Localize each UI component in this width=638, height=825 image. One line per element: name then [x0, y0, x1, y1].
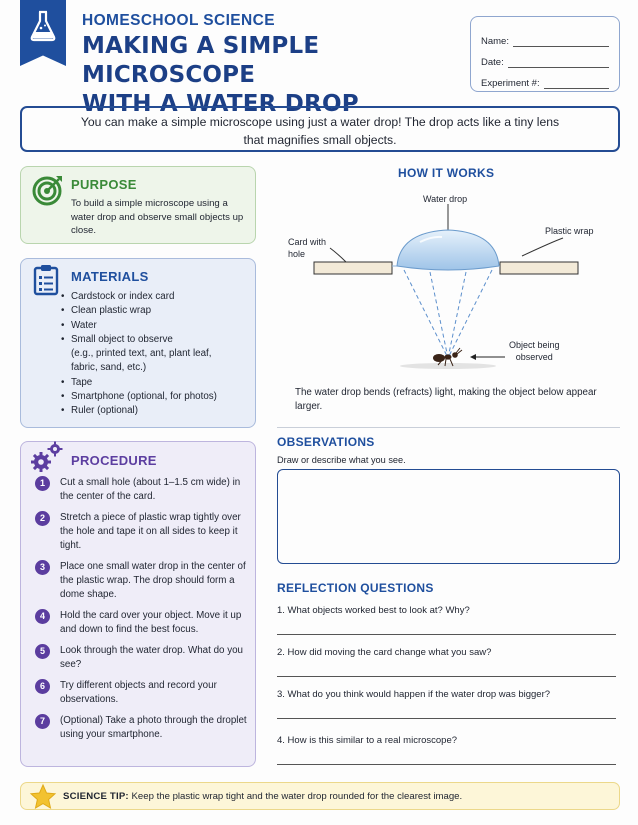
procedure-step [35, 644, 249, 672]
intro-line-2: that magnifies small objects. [243, 133, 397, 147]
observations-subtitle: Draw or describe what you see. [277, 455, 406, 465]
step-number: 6 [35, 679, 50, 694]
material-item: • Cardstock or index card [61, 290, 217, 304]
step-text: (Optional) Take a photo through the droplet using your smartphone. [60, 715, 247, 740]
materials-list [61, 290, 217, 419]
gears-icon [29, 440, 65, 474]
step-number: 3 [35, 560, 50, 575]
step-number: 7 [35, 714, 50, 729]
header-kicker: HOMESCHOOL SCIENCE [82, 12, 275, 29]
procedure-steps [35, 476, 249, 749]
experiment-row [481, 68, 609, 89]
step-number: 4 [35, 609, 50, 624]
card-pointer [330, 248, 346, 262]
intro-line-1: You can make a simple microscope using just a water drop! The drop acts like a tiny lens [80, 115, 560, 129]
name-label: Name: [481, 36, 509, 47]
card-label-line-2: hole [288, 249, 306, 259]
science-tip-text [63, 791, 462, 802]
step-number: 5 [35, 644, 50, 659]
card-label [288, 236, 326, 260]
procedure-step [35, 560, 249, 602]
object-label [509, 339, 560, 363]
card-left [314, 262, 392, 274]
answer-line[interactable] [277, 764, 616, 765]
answer-line[interactable] [277, 634, 616, 635]
procedure-title: PROCEDURE [71, 453, 157, 468]
page-title-line-1: MAKING A SIMPLE MICROSCOPE [82, 33, 320, 88]
object-label-line-1: Object being [509, 340, 560, 350]
science-tip-body: Keep the plastic wrap tight and the water drop rounded for the clearest image. [128, 791, 463, 802]
step-text: Cut a small hole (about 1–1.5 cm wide) in the center of the card. [60, 477, 241, 502]
intro-box [20, 106, 620, 152]
date-field[interactable] [508, 58, 609, 68]
procedure-step [35, 511, 249, 553]
date-label: Date: [481, 57, 504, 68]
name-row [481, 26, 609, 47]
answer-line[interactable] [277, 676, 616, 677]
observations-title: OBSERVATIONS [277, 435, 375, 449]
water-drop-shape [397, 230, 499, 270]
procedure-step [35, 679, 249, 707]
step-number: 2 [35, 511, 50, 526]
purpose-text: To build a simple microscope using a water drop and observe small objects up close. [71, 198, 244, 236]
reflection-question: 4. How is this similar to a real microscope? [277, 735, 458, 746]
plastic-wrap-pointer [522, 238, 563, 256]
target-icon [31, 173, 65, 207]
step-text: Look through the water drop. What do you see? [60, 645, 243, 670]
observations-drawing-area[interactable] [277, 469, 620, 564]
reflection-question: 2. How did moving the card change what you saw? [277, 647, 492, 658]
star-icon [29, 783, 57, 811]
experiment-field[interactable] [544, 79, 609, 89]
clipboard-icon [33, 264, 59, 296]
material-item: • Smartphone (optional, for photos) [61, 390, 217, 404]
step-text: Try different objects and record your observations. [60, 680, 217, 705]
material-item-note: (e.g., printed text, ant, plant leaf, [71, 348, 212, 360]
material-item: • Ruler (optional) [61, 404, 217, 418]
step-number: 1 [35, 476, 50, 491]
procedure-step [35, 714, 249, 742]
materials-card [20, 258, 256, 428]
how-it-works-title: HOW IT WORKS [398, 166, 495, 180]
object-label-line-2: observed [515, 352, 553, 362]
water-drop-label: Water drop [423, 194, 468, 204]
flask-icon [29, 10, 57, 42]
material-item: • Clean plastic wrap [61, 304, 217, 318]
science-tip-bar [20, 782, 620, 810]
page-title-line-2: WITH A WATER DROP [82, 91, 359, 117]
procedure-step [35, 476, 249, 504]
water-drop-diagram [280, 180, 610, 380]
procedure-step [35, 609, 249, 637]
card-label-line-1: Card with [288, 237, 327, 247]
reflection-question: 1. What objects worked best to look at? Why? [277, 605, 470, 616]
section-divider [277, 427, 620, 428]
material-item-note: fabric, sand, etc.) [71, 362, 147, 374]
experiment-label: Experiment #: [481, 78, 540, 89]
purpose-card [20, 166, 256, 244]
how-it-works-caption: The water drop bends (refracts) light, making the object below appear larger. [295, 387, 597, 412]
procedure-card [20, 441, 256, 767]
plastic-wrap-label: Plastic wrap [545, 226, 594, 236]
student-info-box [470, 16, 620, 92]
material-item: • Water [61, 319, 217, 333]
header-ribbon [20, 0, 66, 66]
materials-title: MATERIALS [71, 269, 149, 284]
material-item: • Tape [61, 376, 217, 390]
step-text: Stretch a piece of plastic wrap tightly over the hole and tape it on all sides to keep it tight. [60, 512, 241, 551]
answer-line[interactable] [277, 718, 616, 719]
card-right [500, 262, 578, 274]
date-row [481, 47, 609, 68]
reflection-question: 3. What do you think would happen if the water drop was bigger? [277, 689, 551, 700]
science-tip-label: SCIENCE TIP: [63, 791, 129, 802]
material-item: • Small object to observe [61, 333, 217, 347]
step-text: Hold the card over your object. Move it up and down to find the best focus. [60, 610, 242, 635]
purpose-title: PURPOSE [71, 177, 137, 192]
reflection-title: REFLECTION QUESTIONS [277, 581, 434, 595]
name-field[interactable] [513, 37, 609, 47]
step-text: Place one small water drop in the center of the plastic wrap. The drop should form a dome shape. [60, 561, 246, 600]
